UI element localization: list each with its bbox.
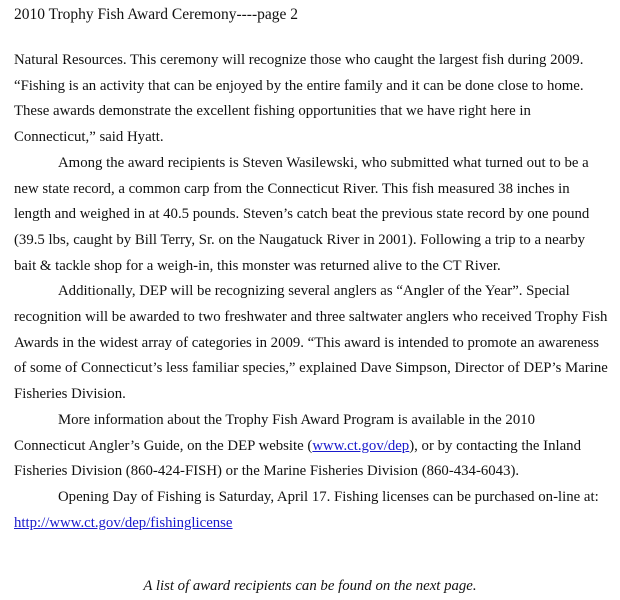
paragraph-natural-resources: Natural Resources. This ceremony will recognize those who caught the largest fish during 2009. “Fishing is an activity that can be enjoyed by the entire family and it can be done close to home. These awards demonstrate the excellent fishing opportunities that we have right here in Connecticut,” said Hyatt. [14,52,584,146]
paragraph-opening-day [14,485,610,536]
page-header: 2010 Trophy Fish Award Ceremony----page 2 [14,6,299,23]
document-body [14,48,610,536]
paragraph-award-recipients: Among the award recipients is Steven Wasilewski, who submitted what turned out to be a new state record, a common carp from the Connecticut River. This fish measured 38 inches in length and weighed in at 40.5 pounds. Steven’s catch beat the previous state record by one pound (39.5 lbs, caught by Bill Terry, Sr. on the Naugatuck River in 2001). Following a trip to a nearby bait & tackle shop for a weigh-in, this monster was returned alive to the CT River. [14,154,590,274]
paragraph-more-information [14,408,610,485]
paragraph-angler-of-the-year: Additionally, DEP will be recognizing several anglers as “Angler of the Year”. Special recognition will be awarded to two freshwater and three saltwater anglers who received Trophy Fish Awards in the widest array of categories in 2009. “This award is intended to promote an awareness of some of Connecticut’s less familiar species,” explained Dave Simpson, Director of DEP’s Marine Fisheries Division. [14,283,608,403]
dep-website-link[interactable]: www.ct.gov/dep [312,437,410,454]
footer-note: A list of award recipients can be found on the next page. [143,578,477,594]
opening-day-text: Opening Day of Fishing is Saturday, April 17. Fishing licenses can be purchased on-line at: [58,488,599,505]
more-info-text-before: More information about the Trophy Fish Award Program is available in the 2010 Connecticut Angler’s Guide, on the DEP website ( [14,411,536,454]
more-info-text-after: ), or by contacting the Inland Fisheries Division (860-424-FISH) or the Marine Fisheries Division (860-434-6043). [14,437,581,480]
fishing-license-link[interactable]: http://www.ct.gov/dep/fishinglicense [14,514,233,531]
